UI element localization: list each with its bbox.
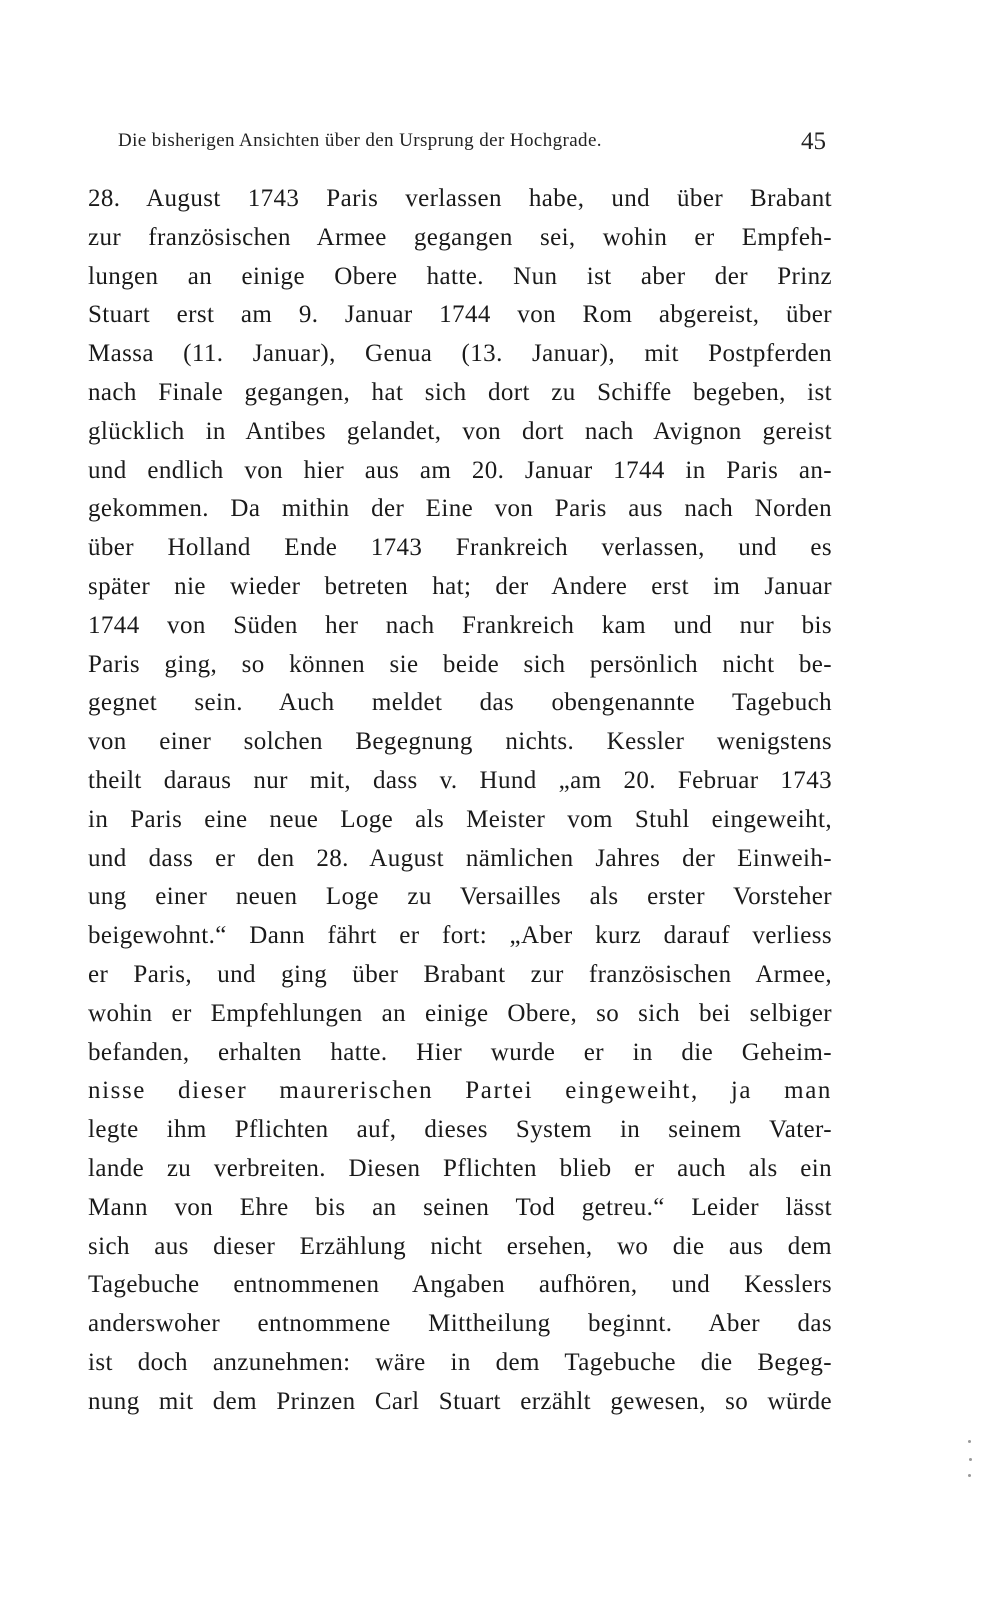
text-line: Stuart erst am 9. Januar 1744 von Rom abgereist, über: [88, 301, 832, 329]
text-line: Massa (11. Januar), Genua (13. Januar), mit Postpferden: [88, 340, 832, 368]
text-line: ung einer neuen Loge zu Versailles als erster Vorsteher: [88, 883, 832, 911]
text-line: zur französischen Armee gegangen sei, wohin er Empfeh-: [88, 223, 832, 251]
text-line: Paris ging, so können sie beide sich persönlich nicht be-: [88, 650, 832, 678]
text-line: glücklich in Antibes gelandet, von dort nach Avignon gereist: [88, 417, 832, 445]
text-line: von einer solchen Begegnung nichts. Kessler wenigstens: [88, 728, 832, 756]
text-line: nisse dieser maurerischen Partei eingeweiht, ja man: [88, 1077, 832, 1105]
text-line: er Paris, und ging über Brabant zur französischen Armee,: [88, 960, 832, 988]
text-line: beigewohnt.“ Dann fährt er fort: „Aber kurz darauf verliess: [88, 922, 832, 950]
text-line: nung mit dem Prinzen Carl Stuart erzählt gewesen, so würde: [88, 1387, 832, 1415]
text-line: sich aus dieser Erzählung nicht ersehen, wo die aus dem: [88, 1232, 832, 1260]
body-text: [88, 180, 832, 1422]
text-line: lande zu verbreiten. Diesen Pflichten blieb er auch als ein: [88, 1154, 832, 1182]
scan-speck: [968, 1440, 971, 1443]
page-header: [118, 128, 830, 158]
text-line: lungen an einige Obere hatte. Nun ist aber der Prinz: [88, 262, 832, 290]
text-line: und dass er den 28. August nämlichen Jahres der Einweih-: [88, 844, 832, 872]
text-line: gegnet sein. Auch meldet das obengenannte Tagebuch: [88, 689, 832, 717]
text-line: 28. August 1743 Paris verlassen habe, und über Brabant: [88, 185, 832, 212]
page-number: 45: [801, 128, 826, 155]
text-line: Tagebuche entnommenen Angaben aufhören, und Kesslers: [88, 1271, 832, 1299]
text-line: 1744 von Süden her nach Frankreich kam und nur bis: [88, 611, 832, 639]
text-line: und endlich von hier aus am 20. Januar 1744 in Paris an-: [88, 456, 832, 484]
text-line: in Paris eine neue Loge als Meister vom Stuhl eingeweiht,: [88, 805, 832, 833]
text-line: nach Finale gegangen, hat sich dort zu Schiffe begeben, ist: [88, 378, 832, 406]
text-line: befanden, erhalten hatte. Hier wurde er in die Geheim-: [88, 1038, 832, 1066]
running-head: Die bisherigen Ansichten über den Ursprung der Hochgrade.: [118, 130, 602, 151]
text-line: legte ihm Pflichten auf, dieses System in seinem Vater-: [88, 1116, 832, 1144]
text-line: anderswoher entnommene Mittheilung beginnt. Aber das: [88, 1310, 832, 1338]
text-line: theilt daraus nur mit, dass v. Hund „am 20. Februar 1743: [88, 766, 832, 794]
scan-speck: [968, 1474, 971, 1477]
text-line: gekommen. Da mithin der Eine von Paris aus nach Norden: [88, 495, 832, 523]
text-line: später nie wieder betreten hat; der Andere erst im Januar: [88, 572, 832, 600]
text-line: Mann von Ehre bis an seinen Tod getreu.“ Leider lässt: [88, 1193, 832, 1221]
scan-speck: [969, 1458, 972, 1461]
scan-specks: [968, 1440, 972, 1480]
text-line: über Holland Ende 1743 Frankreich verlassen, und es: [88, 534, 832, 562]
text-line: ist doch anzunehmen: wäre in dem Tagebuche die Begeg-: [88, 1348, 832, 1376]
text-line: wohin er Empfehlungen an einige Obere, so sich bei selbiger: [88, 999, 832, 1027]
